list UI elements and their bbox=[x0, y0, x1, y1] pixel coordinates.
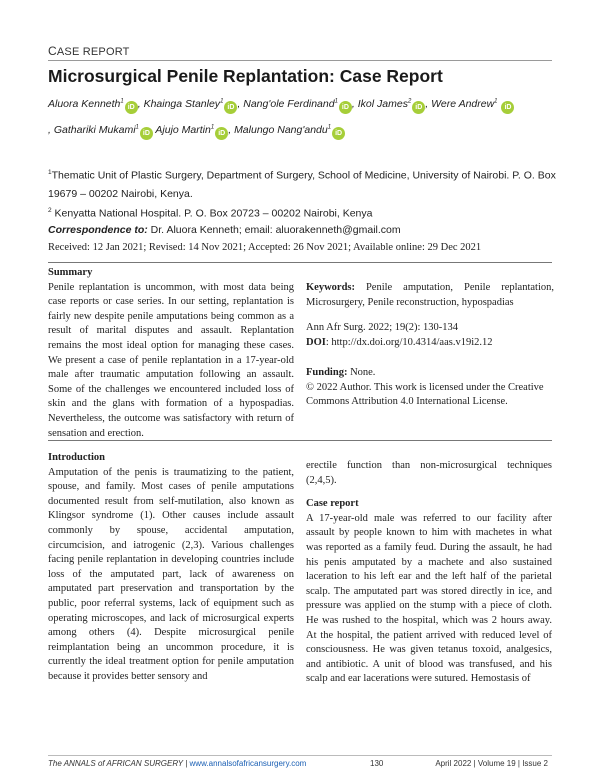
author-name: Malungo Nang'andu bbox=[234, 124, 328, 136]
doi-link[interactable]: : http://dx.doi.org/10.4314/aas.v19i2.12 bbox=[325, 336, 493, 348]
abstract-top-rule bbox=[48, 262, 552, 263]
introduction-text: Amputation of the penis is traumatizing to the patient, spouse, and family. Most cases of penile amputations documented result from self-mutilation, also known as Klingsor syndrome (1). Other causes include assault commonly by spouse, accidental amputation, circumcision, and iatrogenic (2,3). Various challenges facing penile replantation in developing countries include loss of the amputated part, lack of awareness on amputated part preservation and transportation by the public, poor referral systems, lack of equipment such as operating microscopes, and lack of microsurgical experts among others (4). Despite microsurgical penile reimplantation being an uncommon procedure, it is currently the ideal treatment option for penile amputation because it provides better sensory and bbox=[48, 466, 294, 682]
summary-section bbox=[48, 266, 294, 441]
orcid-icon[interactable]: iD bbox=[332, 127, 345, 140]
footer-journal: The ANNALS of AFRICAN SURGERY bbox=[48, 759, 183, 768]
section-label-rest: ASE REPORT bbox=[56, 46, 130, 58]
author-name: Were Andrew bbox=[431, 98, 495, 110]
keywords-text: Penile amputation, Penile replantation, Microsurgery, Penile reconstruction, hypospadias bbox=[306, 282, 554, 308]
section-label-initial: C bbox=[48, 44, 57, 58]
section-label bbox=[48, 44, 130, 58]
orcid-icon[interactable]: iD bbox=[339, 101, 352, 114]
introduction-heading: Introduction bbox=[48, 452, 105, 463]
correspondence-label: Correspondence to: bbox=[48, 224, 148, 236]
doi-label: DOI bbox=[306, 336, 326, 348]
funding-label: Funding: bbox=[306, 367, 348, 378]
footer-issue: April 2022 | Volume 19 | Issue 2 bbox=[435, 759, 548, 768]
introduction-section bbox=[48, 451, 294, 685]
footer-divider bbox=[48, 755, 552, 756]
funding bbox=[306, 366, 556, 410]
keywords bbox=[306, 281, 554, 310]
orcid-icon[interactable]: iD bbox=[501, 101, 514, 114]
summary-text: Penile replantation is uncommon, with most data being case reports or case series. In our setting, replantation is fairly new despite penile amputations being common as a result of marital disputes and assault. Replantation remains the most ideal option for managing these cases. We present a case of penile replantation in a 17-year-old male after traumatic amputation following an assault. Some of the challenges we encountered included loss of skin and the glans with formation of a hypospadias. Nevertheless, the outcome was satisfactory with return of sensation and erection. bbox=[48, 281, 294, 439]
right-column bbox=[306, 459, 552, 687]
orcid-icon[interactable]: iD bbox=[125, 101, 138, 114]
orcid-icon[interactable]: iD bbox=[224, 101, 237, 114]
affiliation-1: $^1$Thematic Unit of Plastic Surgery, Department of Surgery, School of Medicine, University of Nairobi. P. O. Box 19679 – 00202 Nairobi, Kenya. bbox=[48, 169, 556, 200]
author-list-line-1: Aluora Kenneth$^1$iD , Khainga Stanley$^1$iD , Nang'ole Ferdinand$^1$iD , Ikol James$^2$iD , Were Andrew$^1$ iD bbox=[48, 98, 514, 114]
orcid-icon[interactable]: iD bbox=[215, 127, 228, 140]
keywords-label: Keywords: bbox=[306, 282, 355, 293]
footer-url[interactable]: www.annalsofafricansurgery.com bbox=[189, 759, 307, 768]
author-list-line-2: , Gathariki Mukami$^1$iD Ajujo Martin$^1$iD , Malungo Nang'andu$^1$iD bbox=[48, 124, 345, 140]
funding-text: None. bbox=[347, 367, 376, 378]
section-divider bbox=[48, 60, 552, 61]
case-report-heading: Case report bbox=[306, 498, 359, 510]
case-report-text: A 17-year-old male was referred to our facility after assault by people known to him with machetes in what was reported as a family feud. During the assault, he had his penis amputated by a machete and also sustained laceration to his left ear and the left half of the parietal scalp. The amputated part was stored directly in ice, and pressure was applied on the stump with a piece of cloth. He was rushed to the hospital, which was 2 hours away. At the hospital, the patient arrived with reduced level of consciousness. He was given tetanus toxoid, analgesics, and antibiotic. A unit of blood was transfused, and his scalp and ear lacerations were sutured. Hemostasis of bbox=[306, 512, 552, 685]
author-name: Ikol James bbox=[357, 98, 408, 110]
license-text: © 2022 Author. This work is licensed under the Creative Commons Attribution 4.0 International License. bbox=[306, 381, 544, 408]
author-name: Nang'ole Ferdinand bbox=[243, 98, 335, 110]
abstract-bottom-rule bbox=[48, 440, 552, 441]
journal-reference: Ann Afr Surg. 2022; 19(2): 130-134 bbox=[306, 322, 459, 333]
page-number: 130 bbox=[370, 759, 384, 768]
introduction-continued: erectile function than non-microsurgical techniques (2,4,5). bbox=[306, 460, 552, 486]
affiliation-2: $^2$ Kenyatta National Hospital. P. O. Box 20723 – 00202 Nairobi, Kenya bbox=[48, 207, 373, 220]
author-name: Ajujo Martin bbox=[155, 124, 211, 136]
citation bbox=[306, 321, 554, 350]
article-title: Microsurgical Penile Replantation: Case Report bbox=[48, 66, 443, 86]
orcid-icon[interactable]: iD bbox=[140, 127, 153, 140]
orcid-icon[interactable]: iD bbox=[412, 101, 425, 114]
summary-heading: Summary bbox=[48, 267, 93, 278]
author-name: Khainga Stanley bbox=[143, 98, 221, 110]
article-dates: Received: 12 Jan 2021; Revised: 14 Nov 2021; Accepted: 26 Nov 2021; Available online: 29 Dec 2021 bbox=[48, 242, 482, 253]
correspondence bbox=[48, 224, 401, 236]
author-name: Aluora Kenneth bbox=[48, 98, 121, 110]
correspondence-text: Dr. Aluora Kenneth; email: aluorakenneth@gmail.com bbox=[147, 224, 401, 236]
author-name: Gathariki Mukami bbox=[53, 124, 136, 136]
